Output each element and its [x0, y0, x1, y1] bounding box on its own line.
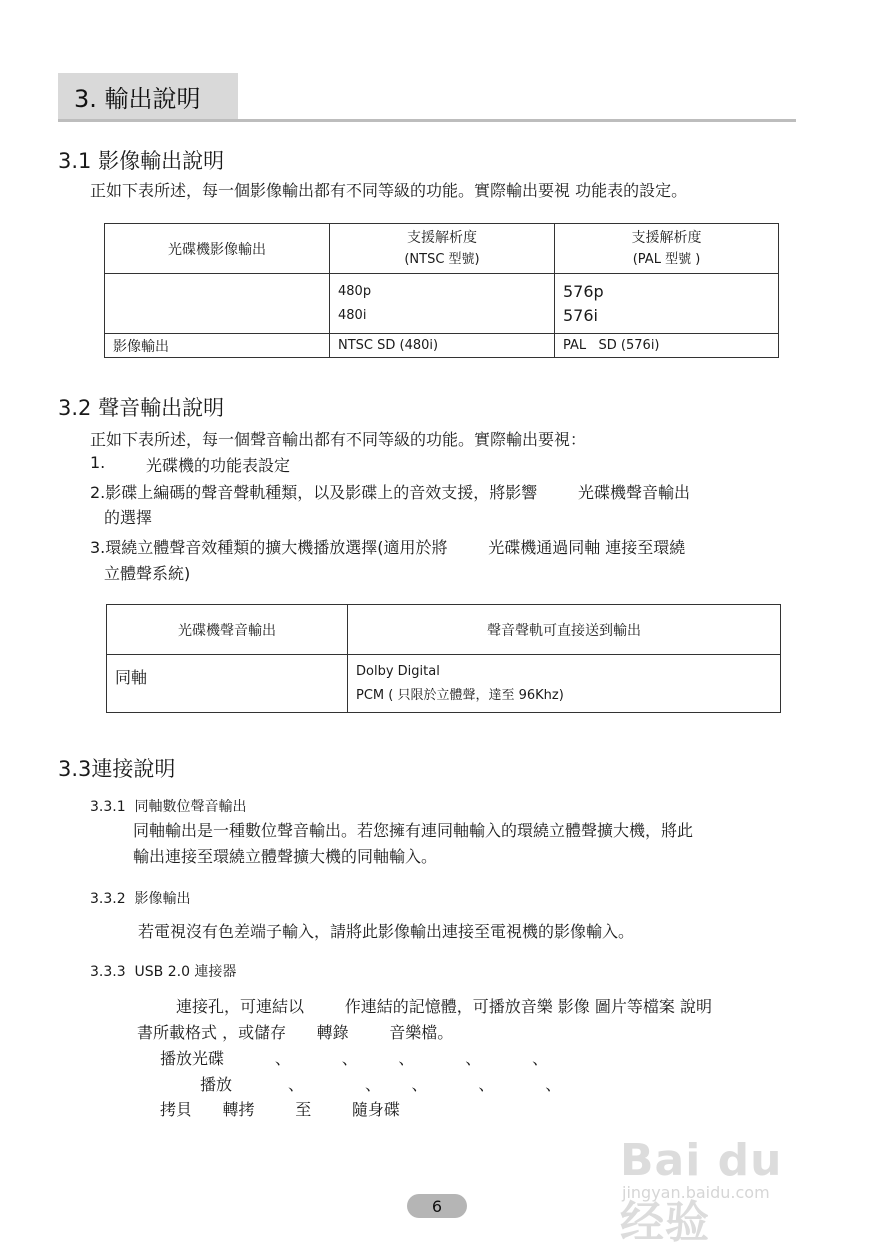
- video-table-header-pal: [555, 224, 779, 274]
- audio-list-item-3-line2: 立體聲系統): [104, 564, 191, 583]
- video-table-ntsc-480p: 480p: [338, 283, 372, 299]
- audio-table-coaxial-label: 同軸: [107, 655, 348, 713]
- video-table-empty-cell: [105, 274, 330, 334]
- chapter-divider: [58, 119, 796, 122]
- video-table-header-ntsc: [330, 224, 555, 274]
- video-table-pal-576p: 576p: [563, 281, 604, 301]
- section-3-3-3-line2: 書所載格式 ，或儲存 轉錄 音樂檔。: [137, 1023, 454, 1042]
- audio-table-coaxial-formats: [348, 655, 781, 713]
- audio-table-header-tracks: 聲音聲軌可直接送到輸出: [348, 605, 781, 655]
- video-table-row-label: 影像輸出: [105, 334, 330, 358]
- audio-list-item-3-line1: 3.環繞立體聲音效種類的擴大機播放選擇(適用於將 光碟機通過同軸 連接至環繞: [90, 538, 686, 557]
- video-table-header-pal-line1: 支援解析度: [631, 229, 702, 246]
- video-table-ntsc-resolutions: [330, 274, 555, 334]
- audio-output-table: [106, 604, 781, 713]
- video-table-ntsc-sd: NTSC SD (480i): [330, 334, 555, 358]
- section-3-3-2-title: 3.3.2 影像輸出: [90, 891, 191, 907]
- section-3-2-heading: 3.2 聲音輸出說明: [58, 396, 225, 420]
- video-table-pal-sd: PAL SD (576i): [555, 334, 779, 358]
- video-table-header-output: 光碟機影像輸出: [105, 224, 330, 274]
- section-3-3-2-text: 若電視沒有色差端子輸入，請將此影像輸出連接至電視機的影像輸入。: [138, 922, 635, 941]
- video-table-header-ntsc-line1: 支援解析度: [407, 229, 477, 246]
- page-number: 6: [407, 1194, 467, 1218]
- section-3-2-intro: 正如下表所述，每一個聲音輸出都有不同等級的功能。實際輸出要視：: [90, 430, 587, 449]
- video-table-header-pal-line2: (PAL 型號 ): [632, 251, 701, 267]
- section-3-3-1-title: 3.3.1 同軸數位聲音輸出: [90, 799, 247, 815]
- audio-table-dolby-digital: Dolby Digital: [356, 663, 440, 679]
- baidu-watermark: [620, 1135, 830, 1248]
- section-3-3-3-line3: 播放光碟 、 、 、 、 、: [160, 1049, 549, 1068]
- video-output-table: [104, 223, 779, 358]
- section-3-3-3-title: 3.3.3 USB 2.0 連接器: [90, 964, 237, 980]
- section-3-3-3-line4: 播放 、 、 、 、 、: [200, 1075, 562, 1094]
- audio-list-item-2-line1: 2.影碟上編碼的聲音聲軌種類，以及影碟上的音效支援，將影響 光碟機聲音輸出: [90, 483, 690, 502]
- video-table-ntsc-480i: 480i: [338, 307, 367, 323]
- watermark-logo-text: Bai du 经验: [620, 1135, 783, 1248]
- audio-list-item-1-text: 光碟機的功能表設定: [146, 456, 291, 475]
- audio-table-header-output: 光碟機聲音輸出: [107, 605, 348, 655]
- section-3-3-3-line1: 連接孔，可連結以 作連結的記憶體，可播放音樂 影像 圖片等檔案 說明: [176, 997, 712, 1016]
- section-3-1-heading: 3.1 影像輸出說明: [58, 149, 225, 173]
- section-3-3-heading: 3.3連接說明: [58, 757, 176, 781]
- video-table-pal-576i: 576i: [563, 305, 598, 325]
- video-table-pal-resolutions: [555, 274, 779, 334]
- section-3-1-intro: 正如下表所述，每一個影像輸出都有不同等級的功能。實際輸出要視 功能表的設定。: [90, 181, 688, 200]
- audio-list-item-1-number: 1.: [90, 453, 106, 472]
- watermark-url: jingyan.baidu.com: [622, 1183, 770, 1202]
- section-3-3-1-line2: 輸出連接至環繞立體聲擴大機的同軸輸入。: [133, 847, 438, 866]
- section-3-3-1-line1: 同軸輸出是一種數位聲音輸出。若您擁有連同軸輸入的環繞立體聲擴大機，將此: [133, 821, 694, 840]
- video-table-header-ntsc-line2: (NTSC 型號): [404, 251, 480, 267]
- audio-list-item-2-line2: 的選擇: [104, 508, 153, 527]
- section-3-3-3-line5: 拷貝 轉拷 至 隨身碟: [160, 1100, 400, 1119]
- audio-table-pcm: PCM ( 只限於立體聲，達至 96Khz): [356, 687, 564, 703]
- chapter-title: 3. 輸出說明: [58, 73, 238, 121]
